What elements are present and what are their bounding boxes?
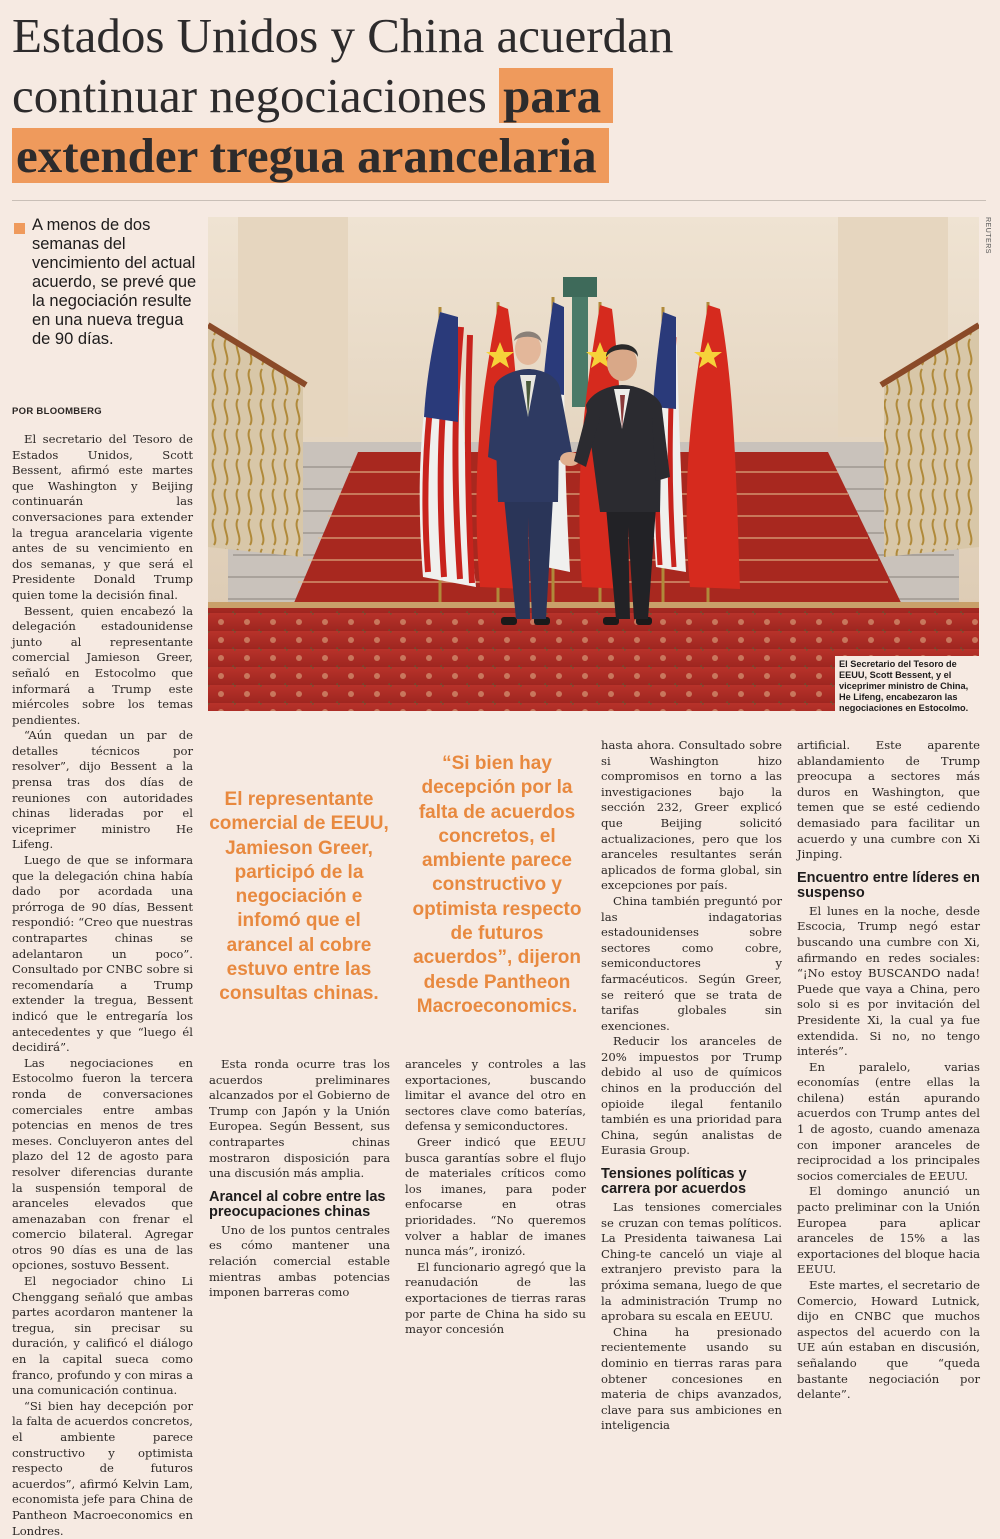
headline	[12, 6, 992, 186]
paragraph: aranceles y controles a las exportaciones, buscando limitar el avance del otro en sectores clave como baterías, defensa y semiconductores.	[405, 1057, 586, 1134]
photo-caption: El Secretario del Tesoro de EEUU, Scott Bessent, y el viceprimer ministro de China, He Lifeng, encabezaron las negociaciones en Estocolmo.	[835, 656, 979, 717]
headline-divider	[12, 200, 986, 201]
paragraph: El negociador chino Li Chenggang señaló que ambas partes acordaron mantener la tregua, sin precisar su duración, y calificó el diálogo en la capital sueca como franco, profundo y con miras a una comunicación continua.	[12, 1274, 193, 1398]
paragraph: Bessent, quien encabezó la delegación estadounidense junto al representante comercial Jamieson Greer, señaló en Estocolmo que informará a Trump este miércoles sobre los temas pendientes.	[12, 603, 193, 727]
photo-credit: REUTERS	[984, 217, 991, 254]
headline-line-2-regular: continuar negociaciones	[12, 68, 500, 123]
byline: POR BLOOMBERG	[12, 406, 102, 417]
deck-bullet-icon	[14, 223, 25, 234]
subheading-tensiones: Tensiones políticas y carrera por acuerdos	[601, 1166, 747, 1198]
headline-line-2	[12, 66, 992, 126]
paragraph: Uno de los puntos centrales es cómo mantener una relación comercial estable mientras ambas potencias imponen barreras como	[209, 1222, 390, 1300]
article-column-1	[12, 432, 193, 1539]
subheading-cobre: Arancel al cobre entre las preocupaciones chinas	[209, 1188, 386, 1220]
article-column-2	[209, 1057, 390, 1301]
pull-quote-pantheon: “Si bien hay decepción por la falta de acuerdos concretos, el ambiente parece constructivo y optimista respecto de futuros acuerdos”, dijeron desde Pantheon Macroeconomics.	[412, 753, 582, 1017]
paragraph: Este martes, el secretario de Comercio, Howard Lutnick, dijo en CNBC que muchos aspectos del acuerdo con la UE aún estaban en discusión, señalando que “queda bastante negociación por delante”.	[797, 1278, 980, 1402]
paragraph: Las negociaciones en Estocolmo fueron la tercera ronda de conversaciones comerciales entre ambas potencias en menos de tres meses. Concluyeron antes del plazo del 12 de agosto para resolver diferencias durante la suspensión temporal de aranceles elevados que amenazaban con frenar el comercio bilateral. Agregar otros 90 días es una de las opciones, sostuvo Bessent.	[12, 1055, 193, 1273]
paragraph: Greer indicó que EEUU busca garantías sobre el flujo de materiales críticos como los imanes, para poder enfocarse en otras prioridades. “No queremos volver a hablar de imanes nunca más”, ironizó.	[405, 1134, 586, 1259]
paragraph: Luego de que se informara que la delegación china había dado por acordada una prórroga de 90 días, Bessent respondió: “Creo que nuestras contrapartes chinas se adelantaron un poco”. Consultado por CNBC sobre si recomendaría a Trump extender la tregua, Bessent indicó que le entregaría los antecedentes y que “luego él decidirá”.	[12, 853, 193, 1055]
paragraph: Reducir los aranceles de 20% impuestos por Trump debido al uso de químicos chinos en la producción del opioide ilegal fentanilo también es una prioridad para China, según analistas de Eurasia Group.	[601, 1034, 782, 1158]
subheading-encuentro: Encuentro entre líderes en suspenso	[797, 869, 980, 901]
paragraph: El funcionario agregó que la reanudación de las exportaciones de tierras raras por parte de China ha sido su mayor concesión	[405, 1259, 586, 1337]
article-column-3	[405, 1057, 586, 1338]
paragraph: China también preguntó por las indagatorias estadounidenses sobre sectores como cobre, semiconductores y farmacéuticos. Según Greer, se reiteró que se trata de tarifas globales sin exenciones.	[601, 893, 782, 1033]
news-photo	[208, 217, 979, 711]
paragraph: El secretario del Tesoro de Estados Unidos, Scott Bessent, afirmó este martes que Washington y Beijing continuarán las conversaciones para extender la tregua arancelaria vigente antes de su vencimiento en dos semanas, y que será el Presidente Donald Trump quien tome la decisión final.	[12, 432, 193, 602]
paragraph: China ha presionado recientemente usando su dominio en tierras raras para obtener concesiones en materia de chips avanzados, clave para sus ambiciones en inteligencia	[601, 1324, 782, 1433]
paragraph: “Aún quedan un par de detalles técnicos por resolver”, dijo Bessent a la prensa tras dos días de reuniones con autoridades chinas lideradas por el viceprimer ministro He Lifeng.	[12, 728, 193, 852]
paragraph: Esta ronda ocurre tras los acuerdos preliminares alcanzados por el Gobierno de Trump con Japón y la Unión Europea. Según Bessent, sus contrapartes chinas mostraron disposición para una discusión más amplia.	[209, 1057, 390, 1181]
paragraph: En paralelo, varias economías (entre ellas la chilena) están apurando acuerdos con Trump antes del 1 de agosto, cuando amenaza con imponer aranceles de reciprocidad a los principales socios comerciales de EEUU.	[797, 1059, 980, 1183]
headline-line-1: Estados Unidos y China acuerdan	[12, 8, 674, 63]
paragraph: Las tensiones comerciales se cruzan con temas políticos. La Presidenta taiwanesa Lai Ching-te canceló un viaje al extranjero previsto para la próxima semana, luego de que la administración Trump no aprobara su escala en EEUU.	[601, 1200, 782, 1324]
paragraph: “Si bien hay decepción por la falta de acuerdos concretos, el ambiente parece constructivo y optimista respecto de futuros acuerdos”, afirmó Kelvin Lam, economista jefe para China de Pantheon Macroeconomics en Londres.	[12, 1398, 193, 1538]
paragraph: hasta ahora. Consultado sobre si Washington hizo compromisos en torno a las investigaciones bajo la sección 232, Greer explicó que Beijing solicitó actualizaciones, pero que los aranceles resultantes serán aplicados de forma global, sin excepciones por país.	[601, 738, 782, 893]
headline-highlight-2: extender tregua arancelaria	[12, 128, 609, 183]
headline-highlight-1: para	[499, 68, 613, 123]
headline-line-3	[12, 126, 992, 186]
pull-quote-greer: El representante comercial de EEUU, Jamieson Greer, participó de la negociación e infomó que el arancel al cobre estuvo entre las consultas chinas.	[209, 789, 389, 1005]
paragraph: artificial. Este aparente ablandamiento de Trump preocupa a sectores más duros en Washington, que temen que se esté cediendo demasiado para facilitar un acuerdo y una cumbre con Xi Jinping.	[797, 738, 980, 862]
article-column-5	[797, 738, 980, 1403]
deck-summary: A menos de dos semanas del vencimiento del actual acuerdo, se prevé que la negociación resulte en una nueva tregua de 90 días.	[32, 216, 197, 348]
paragraph: El domingo anunció un pacto preliminar con la Unión Europea para aplicar aranceles de 15% a las exportaciones del bloque hacia EEUU.	[797, 1184, 980, 1277]
paragraph: El lunes en la noche, desde Escocia, Trump negó estar buscando una cumbre con Xi, afirmando en redes sociales: “¡No estoy BUSCANDO nada! Puede que vaya a China, pero solo si es por invitación del Presidente Xi, la cual ya fue extendida. Si no, no tengo interés”.	[797, 903, 980, 1059]
article-column-4	[601, 738, 782, 1434]
